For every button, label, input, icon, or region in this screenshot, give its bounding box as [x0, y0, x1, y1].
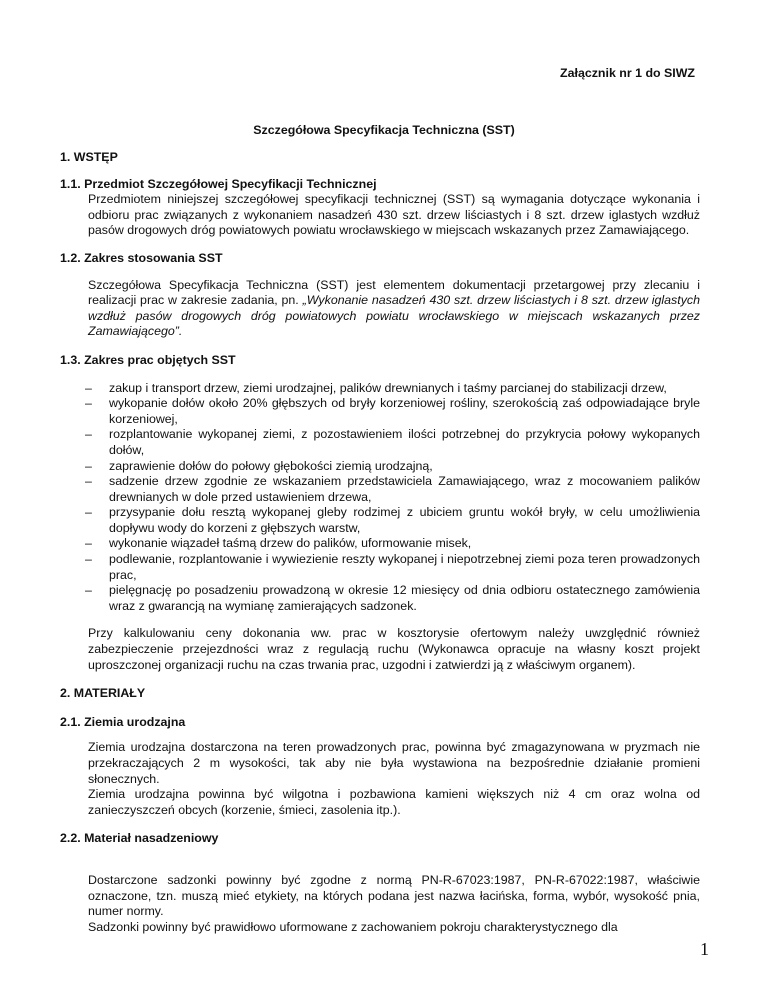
list-item-text: zakup i transport drzew, ziemi urodzajnej, palików drewnianych i taśmy parcianej do stabilizacji drzew, [109, 380, 667, 395]
list-item-text: sadzenie drzew zgodnie ze wskazaniem przedstawiciela Zamawiającego, wraz z mocowaniem palików drewnianych w dole przed ustawieniem drzewa, [109, 474, 700, 504]
section-1-1-heading: 1.1. Przedmiot Szczegółowej Specyfikacji Technicznej [60, 176, 377, 191]
bullet-dash: – [85, 458, 92, 473]
section-1-3-heading: 1.3. Zakres prac objętych SST [60, 352, 236, 367]
section-1-2-heading: 1.2. Zakres stosowania SST [60, 250, 223, 265]
bullet-dash: – [85, 552, 92, 567]
list-item-text: wykonanie wiązadeł taśmą drzew do palików, uformowanie misek, [109, 536, 472, 551]
document-body [60, 150, 700, 935]
list-item [60, 505, 700, 536]
section-2-heading: 2. MATERIAŁY [60, 686, 146, 701]
list-item-text: zaprawienie dołów do połowy głębokości ziemią urodzajną, [109, 458, 433, 473]
list-item-text: przysypanie dołu resztą wykopanej gleby rodzimej z ubiciem gruntu wokół bryły, w celu umożliwienia dopływu wody do korzeni z głębszych warstw, [109, 505, 700, 535]
list-item-text: pielęgnację po posadzeniu prowadzoną w okresie 12 miesięcy od dnia odbioru ostatecznego zamówienia wraz z gwarancją na wymianę zamierających sadzonek. [109, 583, 700, 613]
section-2-2-heading: 2.2. Materiał nasadzeniowy [60, 831, 219, 846]
annex-label: Załącznik nr 1 do SIWZ [560, 66, 695, 80]
page-number: 1 [700, 939, 709, 959]
list-item [60, 427, 700, 458]
section-1-2-text [60, 278, 700, 340]
section-1-3-note: Przy kalkulowaniu ceny dokonania ww. prac w kosztorysie ofertowym należy uwzględnić również zabezpieczenie przejezdności wraz z regulacją ruchu (Wykonawca opracuje na własny koszt projekt uproszczonej organizacji ruchu na czas trwania prac, uzgodni i zatwierdzi ją z właściwym organem). [88, 626, 700, 672]
document-title: Szczegółowa Specyfikacja Techniczna (SST) [253, 123, 515, 137]
scope-list [60, 381, 700, 615]
list-item-text: podlewanie, rozplantowanie i wywiezienie reszty wykopanej i niepotrzebnej ziemi poza teren prowadzonych prac, [109, 552, 700, 582]
bullet-dash: – [85, 380, 92, 395]
bullet-dash: – [85, 583, 92, 598]
list-item [60, 459, 700, 475]
list-item [60, 583, 700, 614]
section-2-2-paragraph-2: Sadzonki powinny być prawidłowo uformowane z zachowaniem pokroju charakterystycznego dla [88, 919, 618, 934]
list-item-text: rozplantowanie wykopanej ziemi, z pozostawieniem ilości potrzebnej do przykrycia połowy wykopanych dołów, [109, 427, 700, 457]
bullet-dash: – [85, 474, 92, 489]
section-2-1-heading: 2.1. Ziemia urodzajna [60, 714, 186, 729]
bullet-dash: – [85, 396, 92, 411]
bullet-dash: – [85, 536, 92, 551]
section-1-2-text-regular: Szczegółowa Specyfikacja Techniczna (SST) jest elementem dokumentacji przetargowej przy zlecaniu i realizacji prac w zakresie zadania, pn. [88, 277, 700, 308]
section-2-2-paragraph-1: Dostarczone sadzonki powinny być zgodne z normą PN-R-67023:1987, PN-R-67022:1987, właściwie oznaczone, tzn. muszą mieć etykiety, na których podana jest nazwa łacińska, forma, wybór, wysokość pnia, numer normy. [88, 872, 700, 919]
list-item-text: wykopanie dołów około 20% głębszych od bryły korzeniowej rośliny, szerokością zaś odpowiadające bryle korzeniowej, [109, 396, 700, 426]
list-item [60, 396, 700, 427]
bullet-dash: – [85, 505, 92, 520]
section-1-2-text-italic: „Wykonanie nasadzeń 430 szt. drzew liściastych i 8 szt. drzew iglastych wzdłuż pasów drogowych dróg powiatowych powiatu wrocławskiego w miejscach wskazanych przez Zamawiającego”. [88, 293, 700, 339]
list-item [60, 474, 700, 505]
list-item [60, 552, 700, 583]
list-item [60, 381, 700, 397]
section-1-heading: 1. WSTĘP [60, 150, 118, 164]
bullet-dash: – [85, 427, 92, 442]
list-item [60, 536, 700, 552]
section-2-1-paragraph-1: Ziemia urodzajna dostarczona na teren prowadzonych prac, powinna być zmagazynowana w pryzmach nie przekraczających 2 m wysokości, tak aby nie była wystawiona na bezpośrednie działanie promieni słonecznych. [88, 740, 700, 786]
section-1-1-text: Przedmiotem niniejszej szczegółowej specyfikacji technicznej (SST) są wymagania dotyczące wykonania i odbioru prac związanych z wykonaniem nasadzeń 430 szt. drzew liściastych i 8 szt. drzew iglastych wzdłuż pasów drogowych dróg powiatowych powiatu wrocławskiego w miejscach wskazanych przez Zamawiającego. [88, 192, 700, 238]
section-2-1-paragraph-2: Ziemia urodzajna powinna być wilgotna i pozbawiona kamieni większych niż 4 cm oraz wolna od zanieczyszczeń obcych (korzenie, śmieci, zasolenia itp.). [88, 787, 700, 817]
